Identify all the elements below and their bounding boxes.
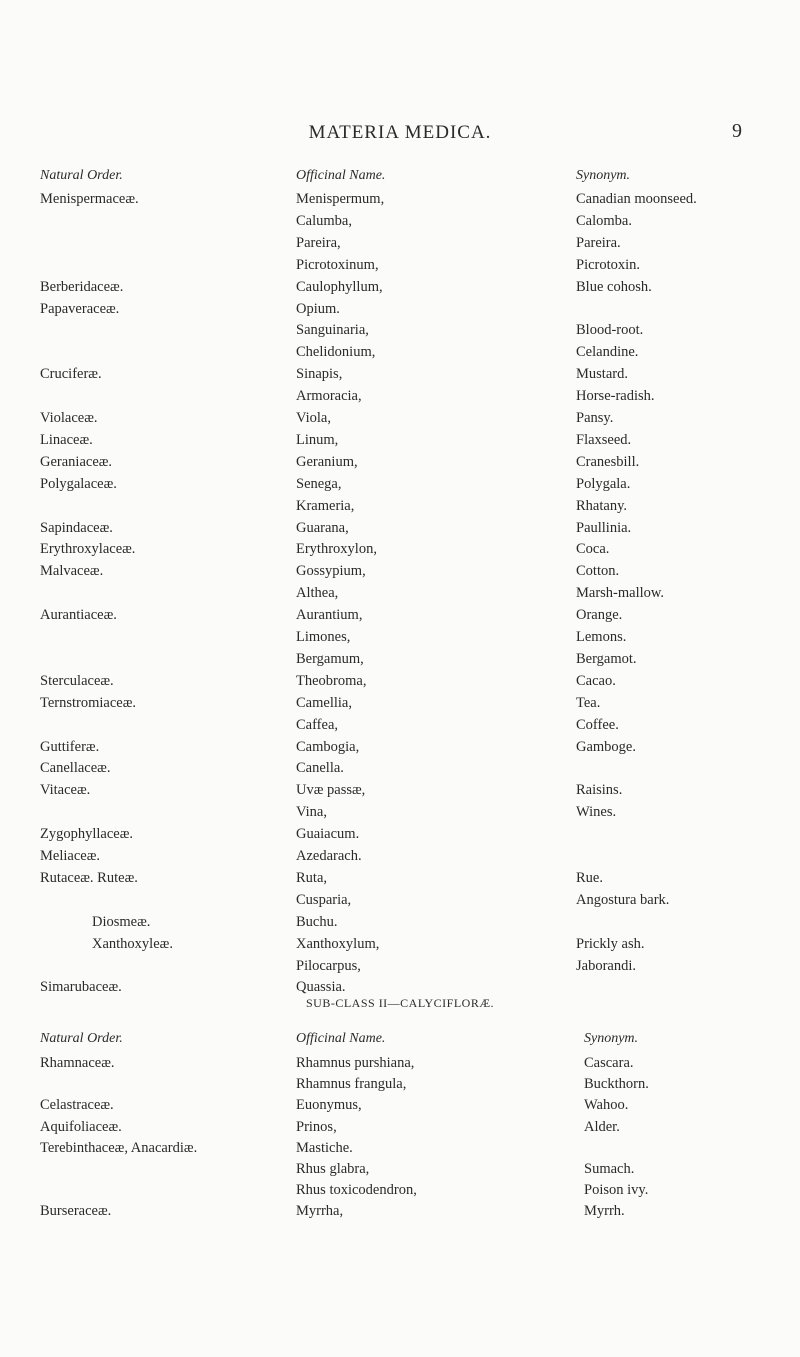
cell-officinal-name: Pareira,	[296, 234, 341, 251]
table-row	[0, 804, 800, 826]
cell-officinal-name: Limones,	[296, 629, 351, 645]
cell-natural-order: Rutaceæ. Ruteæ.	[40, 869, 138, 886]
cell-officinal-name: Opium.	[296, 300, 340, 317]
cell-synonym: Alder.	[584, 1118, 620, 1135]
cell-officinal-name: Mastiche.	[296, 1139, 353, 1156]
cell-officinal-name: Krameria,	[296, 497, 355, 514]
cell-natural-order: Aurantiaceæ.	[40, 607, 117, 624]
table-row	[0, 892, 800, 914]
cell-synonym: Rhatany.	[576, 497, 628, 514]
cell-synonym: Angostura bark.	[576, 891, 670, 908]
cell-officinal-name: Camellia,	[296, 694, 352, 711]
cell-natural-order: Diosmeæ.	[92, 913, 151, 930]
table-row	[0, 1203, 800, 1225]
cell-synonym: Cotton.	[576, 563, 620, 580]
table-row	[0, 826, 800, 848]
table-row	[0, 848, 800, 870]
cell-natural-order: Aquifoliaceæ.	[40, 1118, 122, 1135]
table-header-row	[0, 1031, 800, 1053]
cell-synonym: Tea.	[576, 694, 601, 711]
cell-officinal-name: Guarana,	[296, 519, 349, 536]
table-row	[0, 673, 800, 695]
cell-synonym: Orange.	[576, 607, 623, 624]
table-row	[0, 454, 800, 476]
cell-natural-order: Terebinthaceæ, Anacardiæ.	[40, 1139, 198, 1156]
cell-synonym: Sumach.	[584, 1161, 635, 1177]
cell-officinal-name: Senega,	[296, 475, 342, 492]
cell-officinal-name: Canella.	[296, 760, 344, 777]
table-row	[0, 432, 800, 454]
table-row	[0, 870, 800, 892]
table-row	[0, 1182, 800, 1204]
cell-synonym: Marsh-mallow.	[576, 585, 665, 602]
cell-synonym: Calomba.	[576, 212, 632, 229]
cell-natural-order: Burseraceæ.	[40, 1203, 112, 1220]
cell-natural-order: Xanthoxyleæ.	[92, 935, 173, 952]
cell-natural-order: Berberidaceæ.	[40, 278, 124, 295]
cell-synonym: Cascara.	[584, 1055, 634, 1071]
cell-synonym: Cranesbill.	[576, 453, 640, 470]
cell-synonym: Bergamot.	[576, 650, 637, 667]
table-row	[0, 739, 800, 761]
cell-officinal-name: Myrrha,	[296, 1203, 344, 1220]
table-row	[0, 760, 800, 782]
cell-natural-order: Menispermaceæ.	[40, 191, 139, 207]
cell-officinal-name: Guaiacum.	[296, 826, 360, 843]
table-row	[0, 1097, 800, 1119]
table-row	[0, 629, 800, 651]
cell-synonym: Lemons.	[576, 629, 627, 645]
cell-officinal-name: Geranium,	[296, 453, 358, 470]
cell-natural-order: Ternstromiaceæ.	[40, 694, 137, 711]
cell-natural-order: Vitaceæ.	[40, 782, 91, 799]
cell-officinal-name: Calumba,	[296, 212, 352, 229]
cell-officinal-name: Caulophyllum,	[296, 278, 383, 295]
cell-synonym: Wahoo.	[584, 1097, 629, 1114]
cell-natural-order: Rhamnaceæ.	[40, 1055, 115, 1071]
cell-synonym: Coca.	[576, 541, 610, 558]
cell-synonym: Buckthorn.	[584, 1076, 649, 1093]
cell-synonym: Celandine.	[576, 344, 639, 361]
table-row	[0, 301, 800, 323]
table-row	[0, 651, 800, 673]
page-title: MATERIA MEDICA.	[308, 122, 492, 143]
table-row	[0, 1076, 800, 1098]
cell-natural-order: Guttiferæ.	[40, 738, 100, 755]
cell-synonym: Coffee.	[576, 716, 619, 733]
table-row	[0, 235, 800, 257]
cell-natural-order: Sterculaceæ.	[40, 672, 114, 689]
cell-officinal-name: Gossypium,	[296, 563, 366, 580]
table-row	[0, 1055, 800, 1077]
cell-officinal-name: Caffea,	[296, 716, 338, 733]
cell-natural-order: Linaceæ.	[40, 431, 93, 448]
table-row	[0, 498, 800, 520]
cell-natural-order: Malvaceæ.	[40, 563, 104, 580]
cell-synonym: Blood-root.	[576, 322, 644, 339]
cell-synonym: Polygala.	[576, 475, 631, 492]
table-row	[0, 936, 800, 958]
cell-synonym: Flaxseed.	[576, 431, 632, 448]
cell-officinal-name: Quassia.	[296, 979, 346, 996]
cell-synonym: Picrotoxin.	[576, 256, 641, 273]
cell-synonym: Rue.	[576, 869, 603, 886]
cell-officinal-name: Cusparia,	[296, 891, 352, 908]
header-synonym: Synonym.	[576, 168, 631, 183]
table-row	[0, 520, 800, 542]
cell-officinal-name: Prinos,	[296, 1118, 337, 1135]
cell-synonym: Jaborandi.	[576, 957, 636, 974]
cell-officinal-name: Cambogia,	[296, 738, 360, 755]
cell-synonym: Cacao.	[576, 672, 616, 689]
cell-natural-order: Papaveraceæ.	[40, 300, 120, 317]
cell-officinal-name: Rhamnus purshiana,	[296, 1055, 415, 1071]
cell-officinal-name: Xanthoxylum,	[296, 935, 380, 952]
cell-synonym: Mustard.	[576, 366, 628, 383]
cell-synonym: Raisins.	[576, 782, 623, 799]
cell-officinal-name: Sinapis,	[296, 366, 343, 383]
cell-officinal-name: Chelidonium,	[296, 344, 376, 361]
cell-synonym: Pareira.	[576, 234, 621, 251]
cell-officinal-name: Erythroxylon,	[296, 541, 377, 558]
table-row	[0, 782, 800, 804]
cell-synonym: Poison ivy.	[584, 1182, 649, 1199]
cell-officinal-name: Linum,	[296, 431, 339, 448]
table-row	[0, 344, 800, 366]
cell-officinal-name: Theobroma,	[296, 672, 367, 689]
table-row	[0, 563, 800, 585]
cell-officinal-name: Armoracia,	[296, 388, 362, 405]
table-row	[0, 388, 800, 410]
cell-natural-order: Violaceæ.	[40, 410, 98, 426]
cell-synonym: Wines.	[576, 804, 617, 821]
cell-officinal-name: Rhus glabra,	[296, 1161, 370, 1177]
table-row	[0, 213, 800, 235]
cell-synonym: Myrrh.	[584, 1203, 625, 1220]
cell-officinal-name: Ruta,	[296, 869, 328, 886]
table-row	[0, 366, 800, 388]
cell-synonym: Paullinia.	[576, 519, 632, 536]
table-header-row	[0, 168, 800, 190]
table-row	[0, 695, 800, 717]
cell-officinal-name: Althea,	[296, 585, 339, 602]
cell-synonym: Blue cohosh.	[576, 278, 652, 295]
table-row	[0, 1140, 800, 1162]
table-row	[0, 1119, 800, 1141]
header-officinal-name: Officinal Name.	[296, 1031, 386, 1046]
header-officinal-name: Officinal Name.	[296, 168, 386, 183]
table-row	[0, 1161, 800, 1183]
table-row	[0, 958, 800, 980]
cell-natural-order: Canellaceæ.	[40, 760, 111, 777]
cell-natural-order: Sapindaceæ.	[40, 519, 113, 536]
table-row	[0, 476, 800, 498]
cell-synonym: Pansy.	[576, 410, 614, 426]
table-row	[0, 607, 800, 629]
cell-natural-order: Polygalaceæ.	[40, 475, 117, 492]
cell-natural-order: Simarubaceæ.	[40, 979, 122, 996]
cell-synonym: Horse-radish.	[576, 388, 655, 405]
cell-natural-order: Geraniaceæ.	[40, 453, 113, 470]
table-row	[0, 410, 800, 432]
cell-synonym: Gamboge.	[576, 738, 636, 755]
table-row	[0, 717, 800, 739]
cell-officinal-name: Sanguinaria,	[296, 322, 369, 339]
cell-officinal-name: Vina,	[296, 804, 327, 821]
cell-natural-order: Meliaceæ.	[40, 848, 100, 864]
table-row	[0, 322, 800, 344]
header-natural-order: Natural Order.	[40, 168, 123, 183]
header-synonym: Synonym.	[584, 1031, 639, 1046]
cell-natural-order: Celastraceæ.	[40, 1097, 114, 1114]
cell-natural-order: Erythroxylaceæ.	[40, 541, 136, 558]
subclass-heading: SUB-CLASS II—CALYCIFLORÆ.	[306, 996, 494, 1010]
cell-officinal-name: Buchu.	[296, 913, 338, 930]
cell-officinal-name: Menispermum,	[296, 191, 385, 207]
cell-officinal-name: Bergamum,	[296, 650, 364, 667]
cell-officinal-name: Pilocarpus,	[296, 957, 361, 974]
page-number: 9	[732, 120, 742, 142]
table-row	[0, 585, 800, 607]
header-natural-order: Natural Order.	[40, 1031, 123, 1046]
cell-officinal-name: Rhamnus frangula,	[296, 1076, 407, 1093]
table-row	[0, 257, 800, 279]
table-row	[0, 914, 800, 936]
cell-synonym: Canadian moonseed.	[576, 191, 697, 207]
cell-synonym: Prickly ash.	[576, 935, 645, 952]
table-row	[0, 279, 800, 301]
cell-officinal-name: Uvæ passæ,	[296, 782, 366, 799]
table-row	[0, 191, 800, 213]
cell-officinal-name: Picrotoxinum,	[296, 256, 379, 273]
cell-officinal-name: Viola,	[296, 410, 331, 426]
cell-officinal-name: Aurantium,	[296, 607, 363, 624]
table-row	[0, 541, 800, 563]
cell-natural-order: Zygophyllaceæ.	[40, 826, 134, 843]
cell-officinal-name: Rhus toxicodendron,	[296, 1182, 417, 1199]
cell-officinal-name: Azedarach.	[296, 848, 362, 864]
cell-natural-order: Cruciferæ.	[40, 366, 102, 383]
cell-officinal-name: Euonymus,	[296, 1097, 362, 1114]
